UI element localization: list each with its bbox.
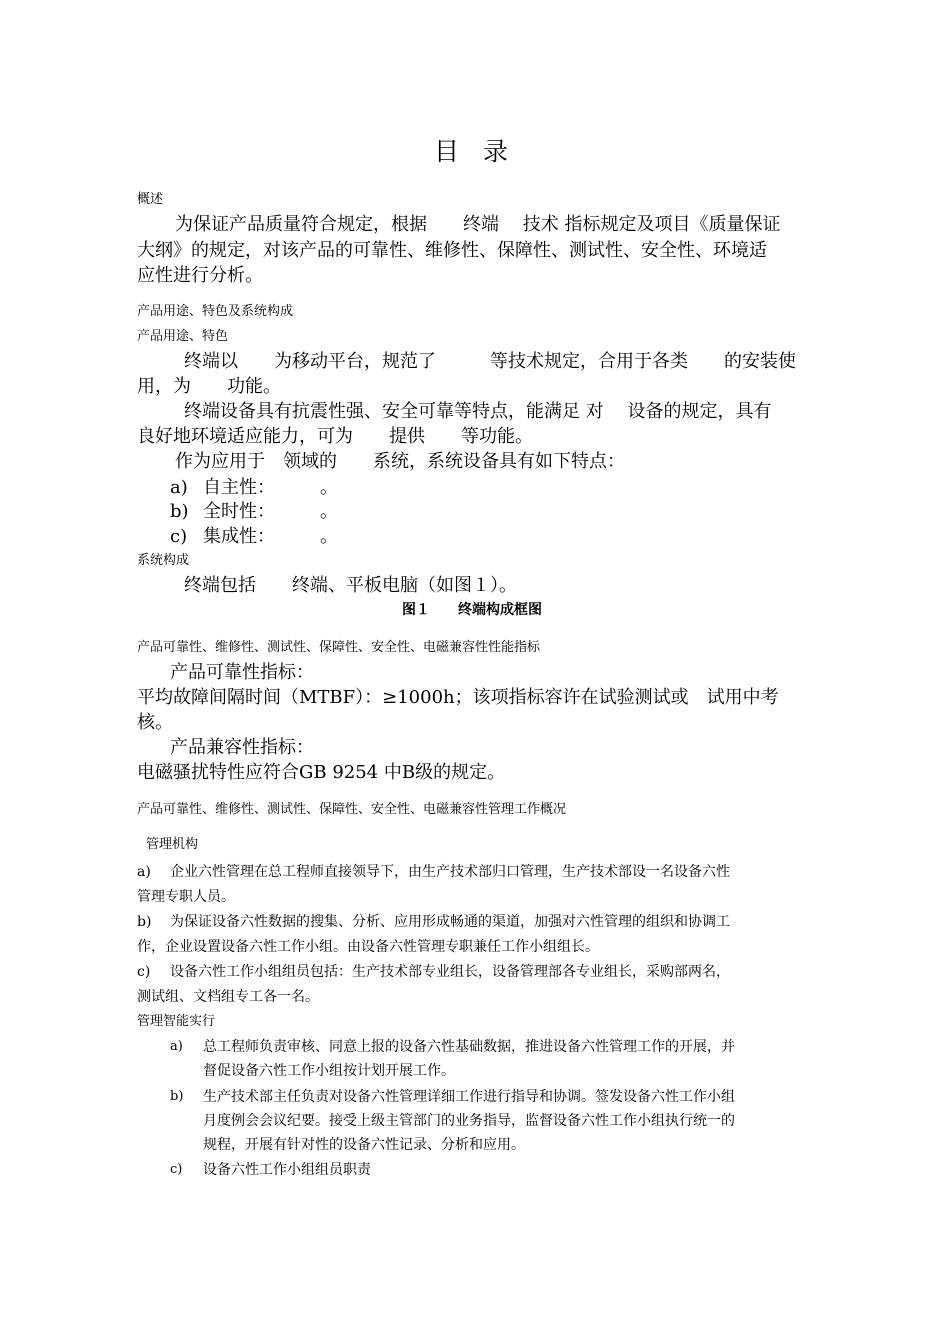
reliability-label: 产品可靠性指标： [170, 662, 314, 683]
purpose-para2-line-2: 良好地环境适应能力，可为 提供 等功能。 [137, 426, 533, 447]
indicators-heading: 产品可靠性、维修性、测试性、保障性、安全性、电磁兼容性性能指标 [137, 640, 541, 655]
feature-marker: a) [170, 477, 188, 498]
purpose-sub-heading: 产品用途、特色 [137, 329, 229, 344]
func-item-line: 规程，开展有针对性的设备六性记录、分析和应用。 [203, 1137, 525, 1153]
compat-label: 产品兼容性指标： [170, 737, 314, 758]
func-heading: 管理智能实行 [137, 1014, 216, 1029]
purpose-heading: 产品用途、特色及系统构成 [137, 304, 294, 319]
purpose-para1-line-2: 用，为 功能。 [137, 376, 281, 397]
org-item-marker: b) [137, 914, 152, 930]
compat-text: 电磁骚扰特性应符合GB 9254 中B级的规定。 [137, 762, 506, 783]
purpose-para1-line-1: 终端以 为移动平台，规范了 等技术规定，合用于各类 的安装使 [184, 351, 796, 372]
overview-heading: 概述 [137, 192, 164, 207]
feature-marker: c) [170, 526, 188, 547]
feature-marker: b) [170, 501, 189, 522]
org-item-line: 为保证设备六性数据的搜集、分析、应用形成畅通的渠道，加强对六性管理的组织和协调工 [170, 914, 730, 930]
func-item-marker: a) [170, 1039, 183, 1054]
management-heading: 产品可靠性、维修性、测试性、保障性、安全性、电磁兼容性管理工作概况 [137, 802, 567, 817]
func-item-marker: b) [170, 1089, 184, 1104]
purpose-para3: 作为应用于 领域的 系统，系统设备具有如下特点： [175, 451, 625, 472]
func-item-marker: c) [170, 1162, 183, 1177]
overview-line-1: 为保证产品质量符合规定，根据 终端 技术 指标规定及项目《质量保证 [175, 214, 781, 235]
reliability-line-1: 平均故障间隔时间（MTBF）：≥1000h；该项指标容许在试验测试或 试用中考 [137, 687, 779, 708]
org-item-line: 测试组、文档组专工各一名。 [137, 989, 319, 1005]
figure-caption: 图１ 终端构成框图 [402, 602, 542, 618]
feature-text: 集成性： 。 [203, 526, 338, 547]
func-item-line: 月度例会会议纪要。接受上级主管部门的业务指导，监督设备六性工作小组执行统一的 [203, 1113, 735, 1129]
org-item-marker: a) [137, 864, 151, 880]
purpose-para2-line-1: 终端设备具有抗震性强、安全可靠等特点，能满足 对 设备的规定，具有 [184, 401, 772, 422]
org-item-line: 管理专职人员。 [137, 889, 235, 905]
func-item-line: 总工程师负责审核、同意上报的设备六性基础数据，推进设备六性管理工作的开展，并 [203, 1039, 735, 1055]
org-item-line: 设备六性工作小组组员包括：生产技术部专业组长，设备管理部各专业组长，采购部两名， [170, 964, 730, 980]
reliability-line-2: 核。 [137, 712, 173, 733]
system-heading: 系统构成 [137, 553, 190, 568]
overview-line-3: 应性进行分析。 [137, 265, 263, 286]
overview-line-2: 大纲》的规定，对该产品的可靠性、维修性、保障性、测试性、安全性、环境适 [137, 240, 767, 261]
org-item-line: 作，企业设置设备六性工作小组。由设备六性管理专职兼任工作小组组长。 [137, 939, 599, 955]
org-item-line: 企业六性管理在总工程师直接领导下，由生产技术部归口管理，生产技术部设一名设备六性 [170, 864, 730, 880]
org-item-marker: c) [137, 964, 151, 980]
func-item-line: 督促设备六性工作小组按计划开展工作。 [203, 1063, 455, 1079]
system-text: 终端包括 终端、平板电脑（如图１）。 [184, 575, 517, 596]
func-item-line: 生产技术部主任负责对设备六性管理详细工作进行指导和协调。签发设备六性工作小组 [203, 1089, 735, 1105]
org-heading: 管理机构 [146, 837, 199, 852]
func-item-line: 设备六性工作小组组员职责 [203, 1162, 371, 1178]
feature-text: 自主性： 。 [203, 477, 338, 498]
page-title: 目 录 [434, 137, 516, 166]
feature-text: 全时性： 。 [203, 501, 338, 522]
